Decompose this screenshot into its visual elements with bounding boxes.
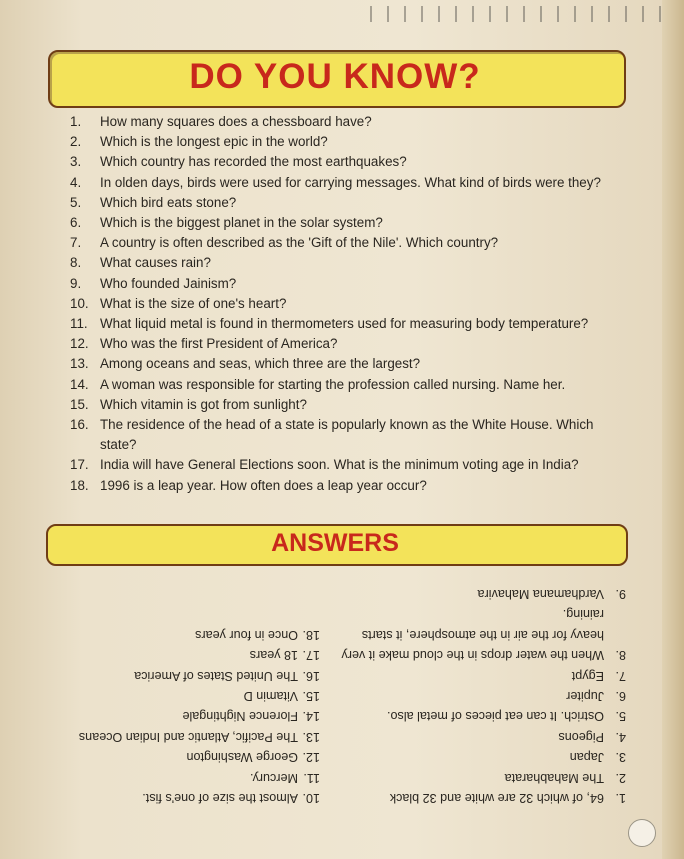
question-item <box>70 314 615 334</box>
page-edge <box>662 0 684 859</box>
answers-upside-down <box>58 576 626 808</box>
question-number: 7. <box>70 235 82 251</box>
answer-item <box>336 686 626 706</box>
question-item <box>70 294 615 314</box>
question-text: Which bird eats stone? <box>100 194 237 210</box>
question-number: 9. <box>70 275 82 291</box>
answer-item <box>336 726 626 746</box>
answer-item <box>58 706 320 726</box>
question-list <box>70 112 615 496</box>
question-number: 13. <box>70 356 89 372</box>
question-text: Which country has recorded the most earthquakes? <box>100 154 407 170</box>
answer-number: 1. <box>615 791 626 805</box>
question-number: 10. <box>70 295 89 311</box>
question-number: 4. <box>70 174 82 190</box>
answer-number: 18. <box>302 627 320 642</box>
question-text: Which vitamin is got from sunlight? <box>100 396 307 412</box>
answer-text: The United States of America <box>134 668 298 683</box>
answer-text: When the water drops in the cloud make it very heavy for the air in the atmosphere, it starts raining. <box>341 607 604 663</box>
answer-number: 5. <box>615 709 626 724</box>
question-text: Among oceans and seas, which three are the largest? <box>100 356 421 372</box>
question-text: What liquid metal is found in thermometers used for measuring body temperature? <box>100 316 589 332</box>
page-title: DO YOU KNOW? <box>189 57 481 96</box>
question-number: 17. <box>70 457 89 473</box>
question-number: 8. <box>70 255 82 271</box>
answer-number: 16. <box>302 668 320 683</box>
question-number: 18. <box>70 477 89 493</box>
answer-text: Jupiter <box>566 688 604 703</box>
question-item <box>70 334 615 354</box>
answer-number: 4. <box>615 729 626 744</box>
question-item <box>70 152 615 172</box>
question-number: 2. <box>70 134 82 150</box>
answer-item <box>58 767 320 787</box>
question-text: Which is the biggest planet in the solar system? <box>100 215 383 231</box>
answer-text: 18 years <box>249 648 298 663</box>
question-number: 16. <box>70 417 89 433</box>
answer-number: 15. <box>302 688 320 703</box>
answer-number: 14. <box>302 709 320 724</box>
answer-text: The Pacific, Atlantic and Indian Oceans <box>78 729 298 744</box>
question-text: Who founded Jainism? <box>100 275 237 291</box>
answer-text: Ostrich. It can eat pieces of metal also. <box>387 709 604 724</box>
answer-item <box>336 584 626 604</box>
answer-number: 17. <box>302 648 320 663</box>
answer-text: Egypt <box>571 668 604 683</box>
question-number: 3. <box>70 154 82 170</box>
question-item <box>70 213 615 233</box>
question-item <box>70 274 615 294</box>
question-item <box>70 233 615 253</box>
answer-text: Pigeons <box>558 729 604 744</box>
answer-item <box>336 665 626 685</box>
answer-item <box>336 747 626 767</box>
question-item <box>70 132 615 152</box>
question-number: 1. <box>70 114 82 129</box>
question-text: A country is often described as the 'Gift of the Nile'. Which country? <box>100 235 499 251</box>
answer-text: Japan <box>569 750 604 765</box>
question-number: 11. <box>70 316 88 332</box>
answer-text: Mercury. <box>249 770 298 785</box>
answer-text: The Mahabharata <box>504 770 604 785</box>
answer-text: Almost the size of one's fist. <box>142 791 298 805</box>
answer-number: 2. <box>615 770 626 785</box>
question-number: 14. <box>70 376 89 392</box>
answer-item <box>58 624 320 644</box>
question-number: 12. <box>70 336 89 352</box>
question-item <box>70 354 615 374</box>
answer-number: 3. <box>615 750 626 765</box>
question-text: India will have General Elections soon. What is the minimum voting age in India? <box>100 457 579 473</box>
answer-text: Florence Nightingale <box>182 709 298 724</box>
answer-item <box>336 767 626 787</box>
answer-text: Vitamin D <box>243 688 298 703</box>
question-item <box>70 395 615 415</box>
question-item <box>70 415 615 455</box>
question-text: Who was the first President of America? <box>100 336 338 352</box>
answer-item <box>336 706 626 726</box>
question-text: How many squares does a chessboard have? <box>100 114 372 129</box>
answer-item <box>336 788 626 808</box>
answer-item <box>58 665 320 685</box>
question-item <box>70 253 615 273</box>
answer-number: 6. <box>615 688 626 703</box>
answer-text: Vardhamana Mahavira <box>477 586 604 601</box>
answer-number: 10. <box>302 791 320 805</box>
answer-number: 13. <box>302 729 320 744</box>
answer-number: 7. <box>615 668 626 683</box>
answers-heading: ANSWERS <box>271 528 399 557</box>
answer-item <box>58 747 320 767</box>
question-number: 6. <box>70 215 82 231</box>
answer-number: 8. <box>615 648 626 663</box>
answer-item <box>336 604 626 665</box>
question-item <box>70 193 615 213</box>
answers-column-left <box>336 584 626 808</box>
question-text: What is the size of one's heart? <box>100 295 287 311</box>
answer-item <box>58 788 320 808</box>
question-item <box>70 173 615 193</box>
answer-text: 64, of which 32 are white and 32 black <box>389 791 604 805</box>
binding-marks <box>370 6 670 22</box>
question-text: Which is the longest epic in the world? <box>100 134 328 150</box>
question-text: What causes rain? <box>100 255 211 271</box>
answer-text: Once in four years <box>195 627 298 642</box>
question-item <box>70 476 615 496</box>
question-text: The residence of the head of a state is popularly known as the White House. Which state? <box>100 417 594 453</box>
question-number: 5. <box>70 194 82 210</box>
answer-number: 12. <box>302 750 320 765</box>
question-item <box>70 455 615 475</box>
answer-text: George Washington <box>186 750 298 765</box>
answers-column-right <box>58 624 320 808</box>
question-item <box>70 375 615 395</box>
answer-number: 9. <box>615 586 626 601</box>
answer-item <box>58 726 320 746</box>
corner-logo <box>628 819 656 847</box>
answer-number: 11. <box>303 770 320 785</box>
question-number: 15. <box>70 396 89 412</box>
answer-item <box>58 645 320 665</box>
question-item <box>70 112 615 132</box>
question-text: A woman was responsible for starting the profession called nursing. Name her. <box>100 376 566 392</box>
answer-item <box>58 686 320 706</box>
question-text: In olden days, birds were used for carrying messages. What kind of birds were they? <box>100 174 601 190</box>
question-text: 1996 is a leap year. How often does a leap year occur? <box>100 477 427 493</box>
